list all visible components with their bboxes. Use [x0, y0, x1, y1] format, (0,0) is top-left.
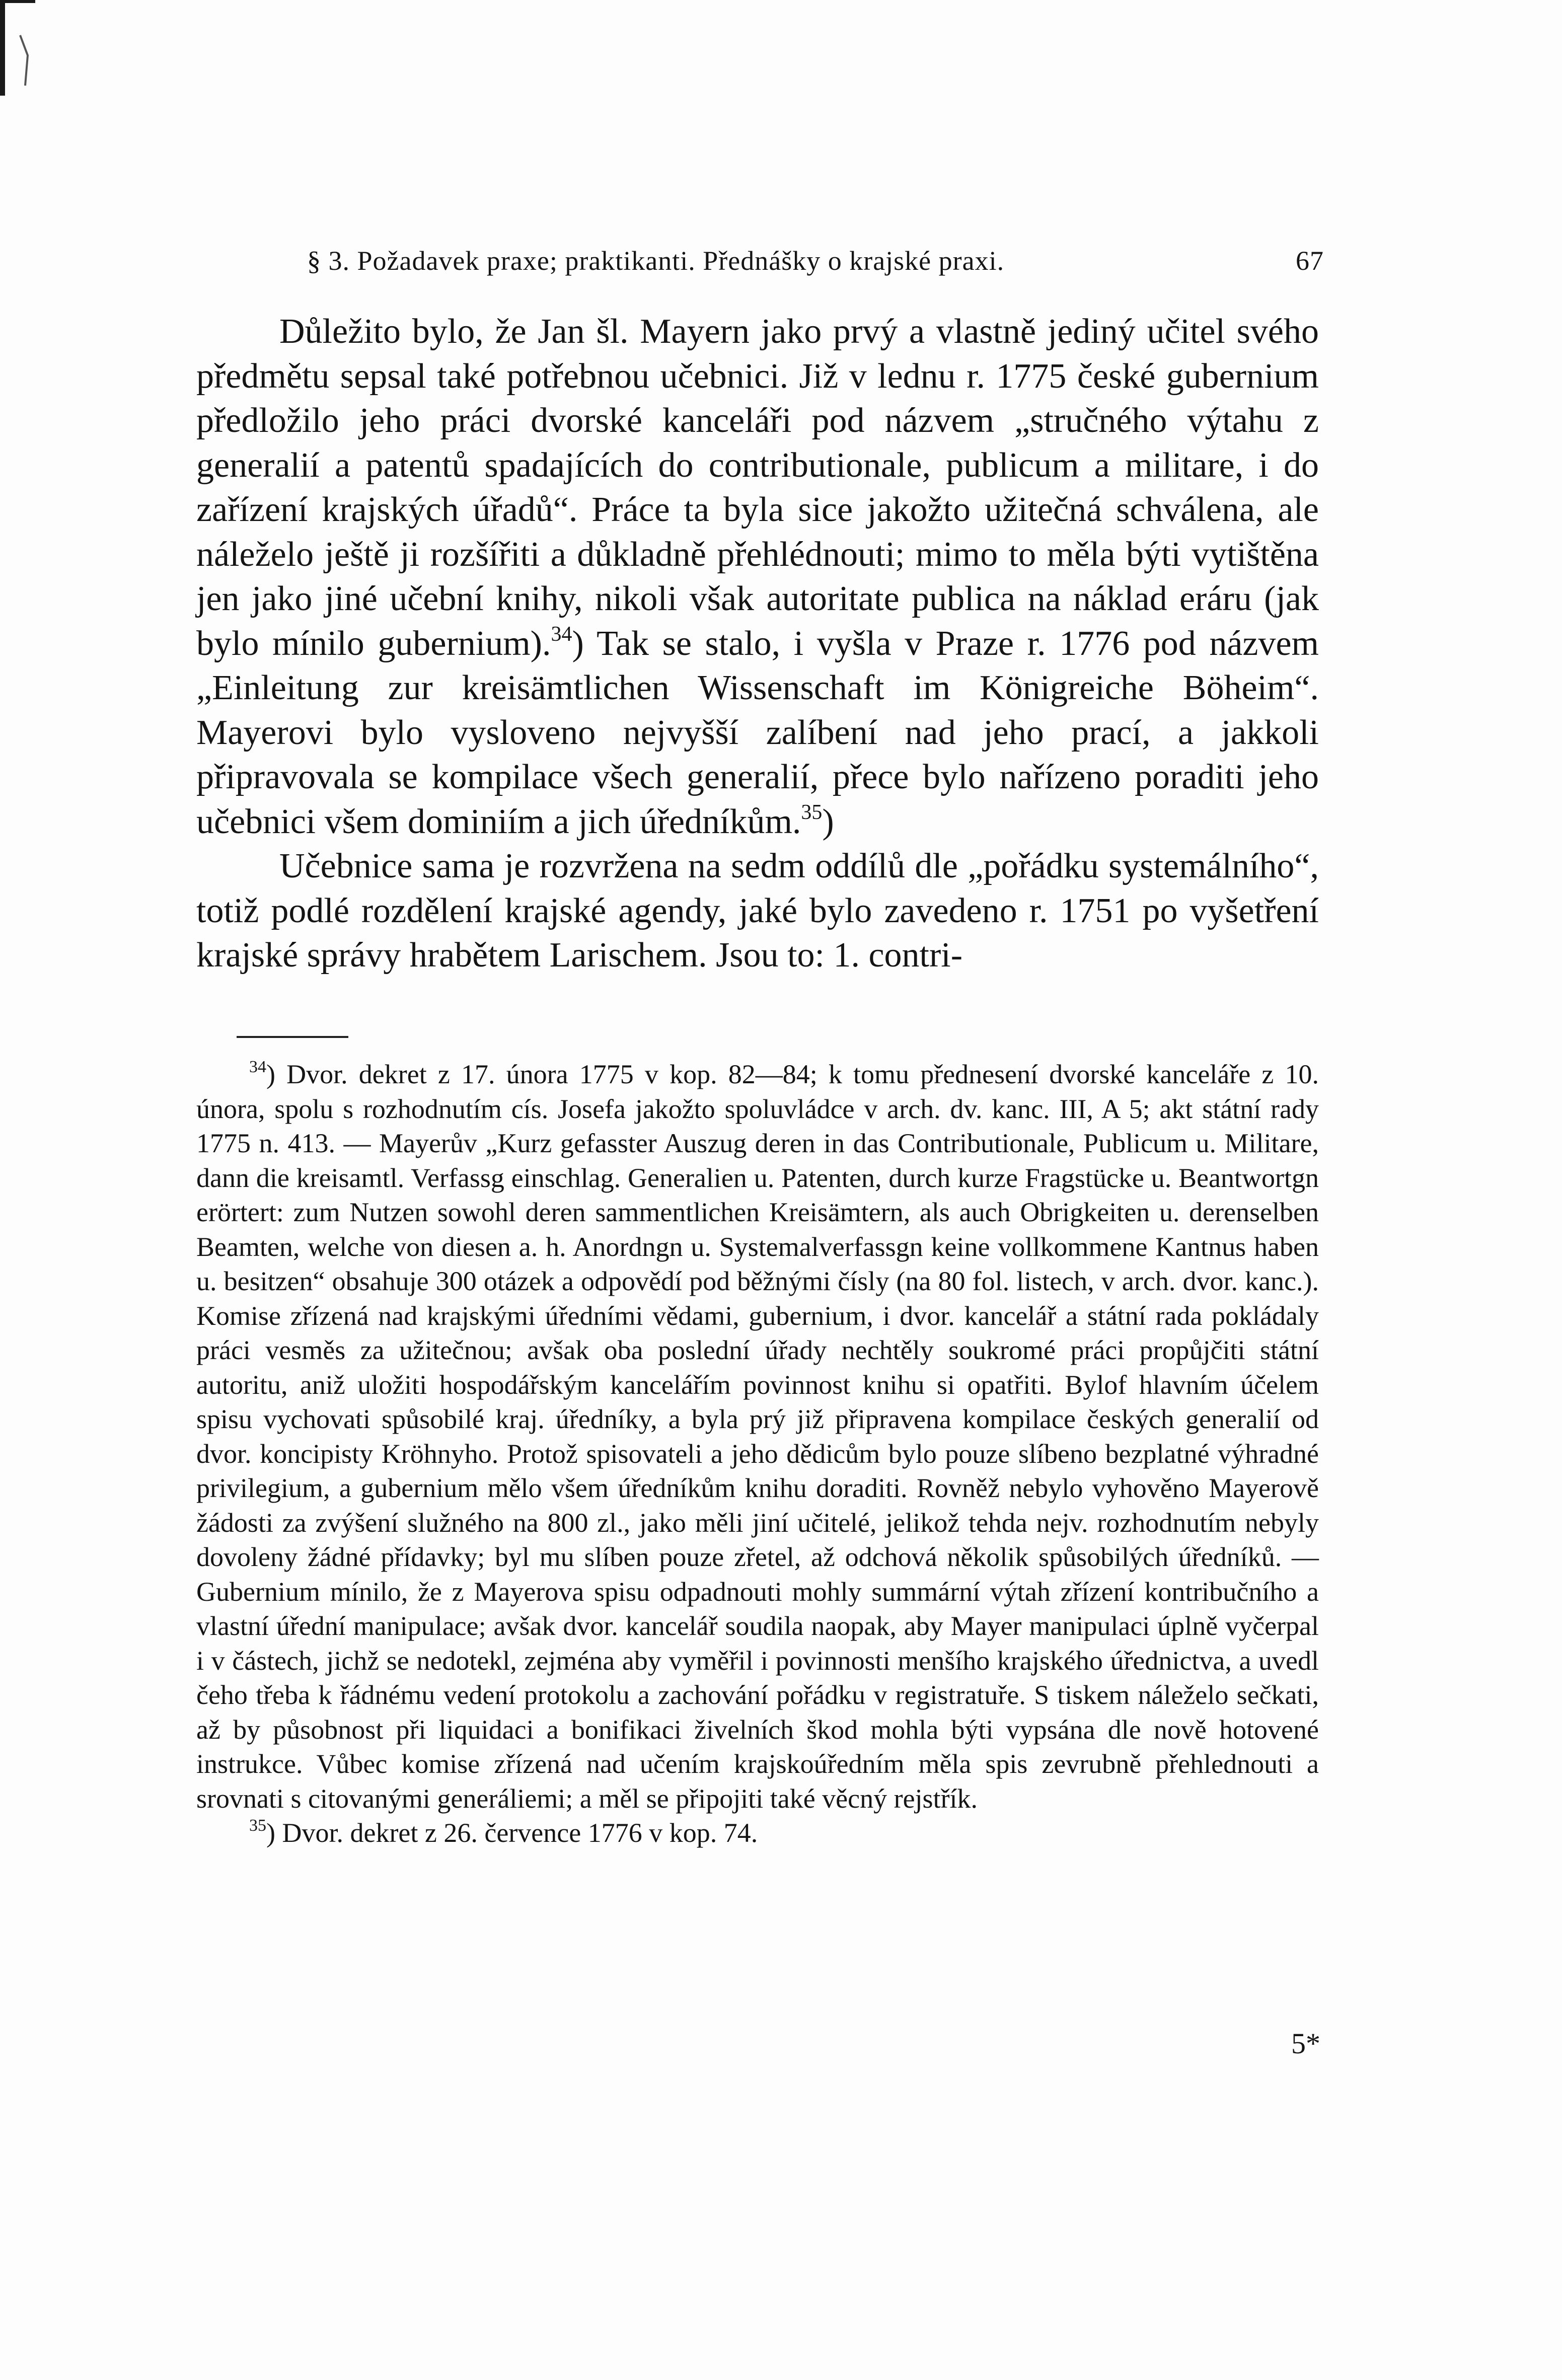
paragraph-1-end: ) [822, 802, 834, 841]
paragraph-1-text: Důležito bylo, že Jan šl. Mayern jako prvý a vlastně jediný učitel svého předmětu sepsal také potřebnou učebnici. Již v lednu r. 1775 české gubernium předložilo jeho práci dvorské kanceláři pod názvem „stručného výtahu z generalií a patentů spadajících do contributionale, publicum a militare, i do zařízení krajských úřadů“. Práce ta byla sice jakožto užitečná schválena, ale náleželo ještě ji rozšířiti a důkladně přehlédnouti; mimo to měla býti vytištěna jen jako jiné učební knihy, nikoli však autoritate publica na náklad eráru (jak bylo mínilo gubernium). [196, 312, 1319, 663]
header-title: § 3. Požadavek praxe; praktikanti. Přednášky o krajské praxi. [307, 246, 1005, 276]
footnote-34-mark: 34 [249, 1058, 266, 1076]
footnote-ref-34[interactable]: 34 [551, 622, 572, 646]
footnote-34 [196, 1057, 1319, 1816]
paragraph-1 [196, 310, 1319, 844]
main-text [196, 310, 1319, 978]
paragraph-1-close: ) [572, 624, 584, 663]
signature-mark: 5* [1291, 2027, 1320, 2060]
footnote-ref-35[interactable]: 35 [801, 800, 823, 824]
running-header [196, 241, 1324, 281]
page-number: 67 [1296, 246, 1324, 276]
scan-corner-mark [0, 0, 35, 96]
footnote-35 [196, 1816, 1319, 1850]
paragraph-2: Učebnice sama je rozvržena na sedm oddílů dle „pořádku systemálního“, totiž podlé rozdělení krajské agendy, jaké bylo zavedeno r. 1751 po vyšetření krajské správy hrabětem Larischem. Jsou to: 1. contri- [196, 847, 1319, 975]
paragraph-1-continued: Tak se stalo, i vyšla v Praze r. 1776 pod názvem „Einleitung zur kreisämtlichen Wissenschaft im Königreiche Böheim“. Mayerovi bylo vysloveno nejvyšší zalíbení nad jeho prací, a jakkoli připravovala se kompilace všech generalií, přece bylo nařízeno poraditi jeho učebnici všem dominiím a jich úředníkům. [196, 624, 1319, 841]
footnote-divider [237, 1036, 348, 1038]
footnote-35-text: ) Dvor. dekret z 26. července 1776 v kop. 74. [266, 1818, 758, 1848]
footnote-34-text: ) Dvor. dekret z 17. února 1775 v kop. 82—84; k tomu přednesení dvorské kanceláře z 10. února, spolu s rozhodnutím cís. Josefa jakožto spoluvládce v arch. dv. kanc. III, A 5; akt státní rady 1775 n. 413. — Mayerův „Kurz gefasster Auszug deren in das Contributionale, Publicum u. Militare, dann die kreisamtl. Verfassg einschlag. Generalien u. Patenten, durch kurze Fragstücke u. Beantwortgn erörtert: zum Nutzen sowohl deren sammentlichen Kreisämtern, als auch Obrigkeiten u. derenselben Beamten, welche von diesen a. h. Anordngn u. Systemalverfassgn keine vollkommene Kantnus haben u. besitzen“ obsahuje 300 otázek a odpovědí pod běžnými čísly (na 80 fol. listech, v arch. dvor. kanc.). Komise zřízená nad krajskými úředními vědami, gubernium, i dvor. kancelář a státní rada pokládaly práci vesměs za užitečnou; avšak oba poslední úřady nechtěly soukromé práci propůjčiti státní autoritu, aniž uložiti hospodářským kancelářím povinnost knihu si opatřiti. Bylof hlavním účelem spisu vychovati spůsobilé kraj. úředníky, a byla prý již připravena kompilace českých generalií od dvor. koncipisty Kröhnyho. Protož spisovateli a jeho dědicům bylo pouze slíbeno bezplatné výhradné privilegium, a gubernium mělo všem úředníkům knihu doraditi. Rovněž nebylo vyhověno Mayerově žádosti za zvýšení služného na 800 zl., jako měli jiní učitelé, jelikož tehda nejv. rozhodnutím nebyly dovoleny žádné přídavky; byl mu slíben pouze zřetel, až odchová několik spůsobilých úředníků. — Gubernium mínilo, že z Mayerova spisu odpadnouti mohly summární výtah zřízení kontribučního a vlastní úřední manipulace; avšak dvor. kancelář soudila naopak, aby Mayer manipulaci úplně vyčerpal i v částech, jichž se nedotekl, zejména aby vyměřil i povinnosti menšího krajského úřednictva, a uvedl čeho třeba k řádnému vedení protokolu a zachování pořádku v registratuře. S tiskem náleželo sečkati, až by působnost při liquidaci a bonifikaci živelních škod mohla býti vypsána dle nově hotovené instrukce. Vůbec komise zřízená nad učením krajskoúředním měla spis zevrubně přehlednouti a srovnati s citovanými generáliemi; a měl se připojiti také věcný rejstřík. [196, 1059, 1319, 1814]
footnotes [196, 1057, 1319, 1850]
footnote-35-mark: 35 [249, 1816, 266, 1835]
